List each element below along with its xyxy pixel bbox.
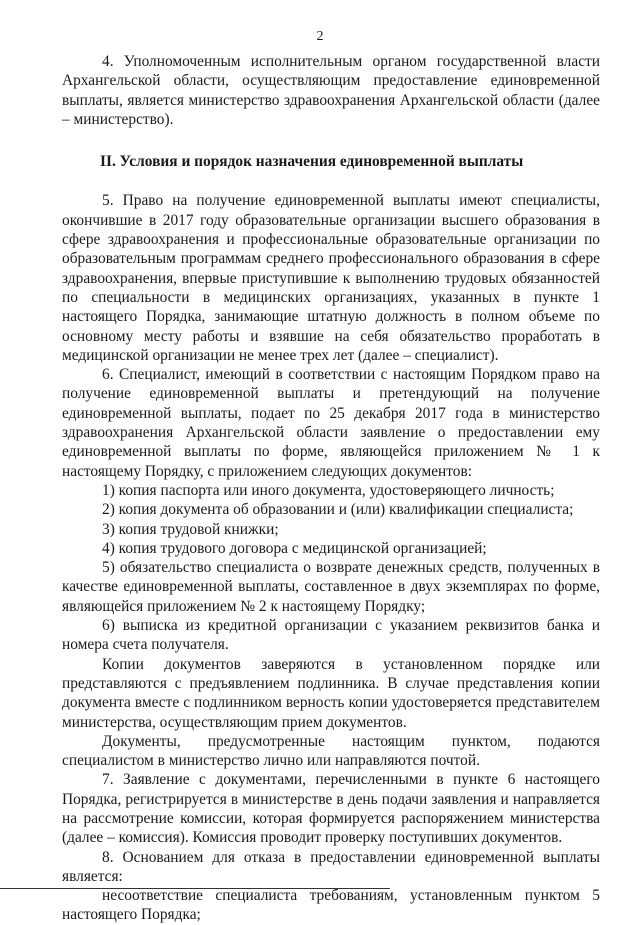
document-body xyxy=(62,52,600,925)
paragraph-6: 6. Специалист, имеющий в соответствии с настоящим Порядком право на получение единовременной выплаты и претендующий на получение единовременной выплаты, подает по 25 декабря 2017 года в министерство здравоохранения Архангельской области заявление о предоставлении ему единовременной выплаты по форме, являющейся приложением № 1 к настоящему Порядку, с приложением следующих документов: xyxy=(62,366,600,480)
paragraph-5: 5. Право на получение единовременной выплаты имеют специалисты, окончившие в 2017 году образовательные организации высшего образования в сфере здравоохранения и профессиональные образовательные организации по образовательным программам среднего профессионального образования в сфере здравоохранения, впервые приступившие к выполнению трудовых обязанностей по специальности в медицинских организациях, указанных в пункте 1 настоящего Порядка, занимающие штатную должность в полном объеме по основному месту работы и взявшие на себя обязательство проработать в медицинской организации не менее трех лет (далее – специалист). xyxy=(62,192,600,364)
paragraph-documents: Документы, предусмотренные настоящим пунктом, подаются специалистом в министерство лично или направляются почтой. xyxy=(62,732,600,770)
paragraph-7: 7. Заявление с документами, перечисленными в пункте 6 настоящего Порядка, регистрируется в министерстве в день подачи заявления и направляется на рассмотрение комиссии, которая формируется распоряжением министерства (далее – комиссия). Комиссия проводит проверку поступивших документов. xyxy=(62,771,600,847)
section-heading: II. Условия и порядок назначения единовременной выплаты xyxy=(100,153,524,171)
paragraph-copies: Копии документов заверяются в установленном порядке или представляются с предъявлением подлинника. В случае представления копии документа вместе с подлинником верность копии удостоверяется представителем министерства, осуществляющим прием документов. xyxy=(62,655,600,731)
list-item: 4) копия трудового договора с медицинской организацией; xyxy=(102,539,487,557)
footer-divider xyxy=(0,888,390,889)
paragraph-8: 8. Основанием для отказа в предоставлении единовременной выплаты является: xyxy=(62,848,600,885)
list-item: 2) копия документа об образовании и (или) квалификации специалиста; xyxy=(102,501,574,519)
list-item: 3) копия трудовой книжки; xyxy=(102,520,279,538)
list-item: 5) обязательство специалиста о возврате денежных средств, полученных в качестве единовременной выплаты, составленное в двух экземплярах по форме, являющейся приложением № 2 к настоящему Порядку; xyxy=(62,559,600,615)
list-item: 6) выписка из кредитной организации с указанием реквизитов банка и номера счета получателя. xyxy=(62,617,600,654)
page-number: 2 xyxy=(316,29,324,44)
list-item: 1) копия паспорта или иного документа, удостоверяющего личность; xyxy=(102,481,555,499)
paragraph-8-item: несоответствие специалиста требованиям, установленным пунктом 5 настоящего Порядка; xyxy=(62,887,600,924)
paragraph-4: 4. Уполномоченным исполнительным органом государственной власти Архангельской области, осуществляющим предоставление единовременной выплаты, является министерство здравоохранения Архангельской области (далее – министерство). xyxy=(62,53,600,128)
